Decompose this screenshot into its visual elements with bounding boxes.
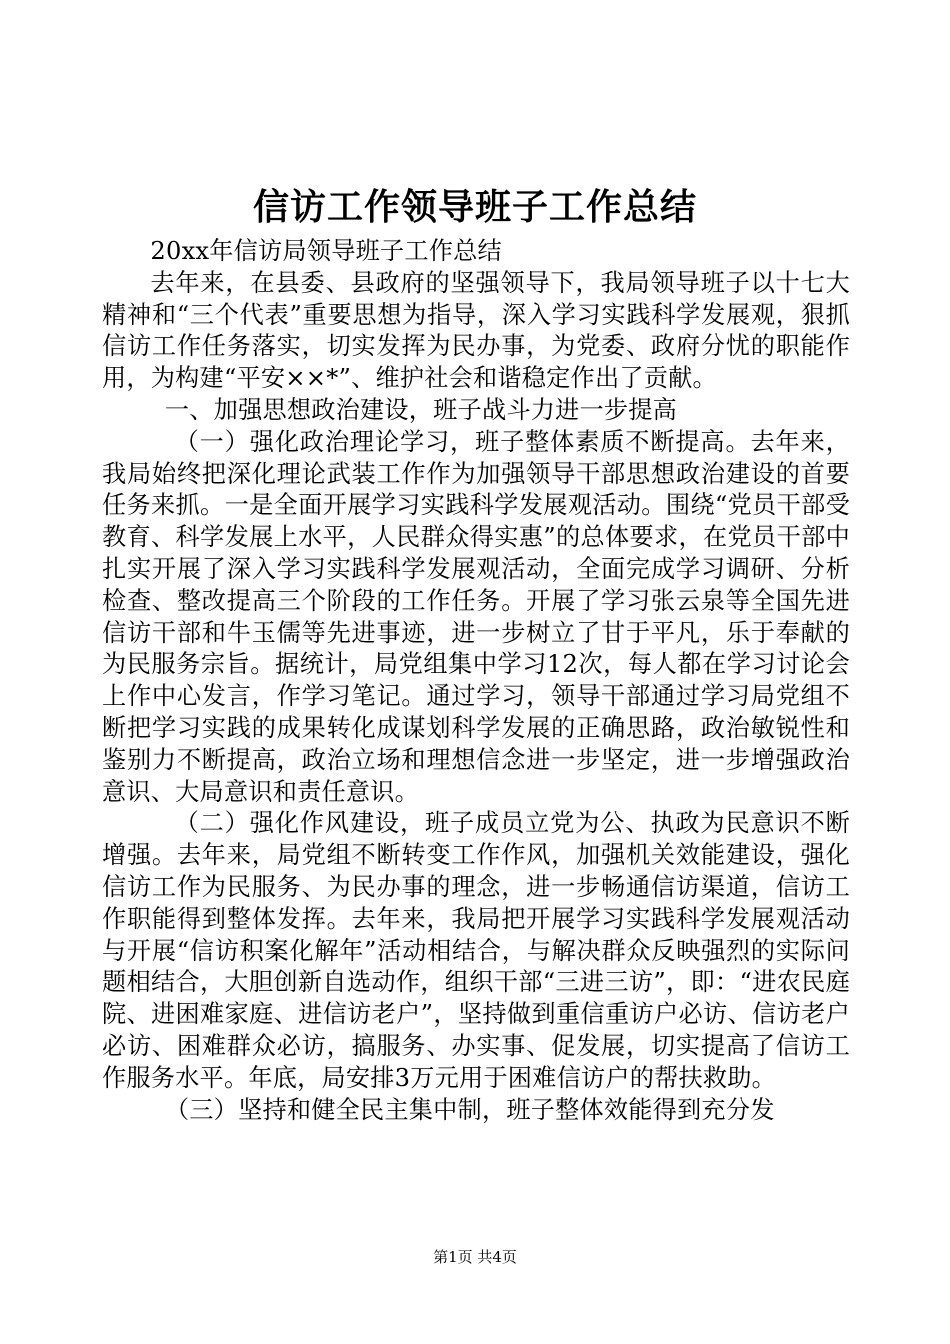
paragraph-part-1: （一）强化政治理论学习，班子整体素质不断提高。去年来，我局始终把深化理论武装工作作为加强领导干部思想政治建设的首要任务来抓。一是全面开展学习实践科学发展观活动。围绕“党员干部受教育、科学发展上水平，人民群众得实惠”的总体要求，在党员干部中扎实开展了深入学习实践科学发展观活动，全面完成学习调研、分析检查、整改提高三个阶段的工作任务。开展了学习张云泉等全国先进信访干部和牛玉儒等先进事迹，进一步树立了甘于平凡，乐于奉献的为民服务宗旨。据统计，局党组集中学习12次，每人都在学习讨论会上作中心发言，作学习笔记。通过学习，领导干部通过学习局党组不断把学习实践的成果转化成谋划科学发展的正确思路，政治敏锐性和鉴别力不断提高，政治立场和理想信念进一步坚定，进一步增强政治意识、大局意识和责任意识。: [102, 427, 850, 806]
doc-subtitle: 20xx年信访局领导班子工作总结: [150, 237, 502, 265]
document-title: 信访工作领导班子工作总结: [252, 187, 697, 228]
intro-paragraph: 去年来，在县委、县政府的坚强领导下，我局领导班子以十七大精神和“三个代表”重要思想为指导，深入学习实践科学发展观，狠抓信访工作任务落实，切实发挥为民办事，为党委、政府分忧的职能作用，为构建“平安××*”、维护社会和谐稳定作出了贡献。: [102, 268, 850, 393]
document-body: [102, 236, 850, 1126]
paragraph-part-3: （三）坚持和健全民主集中制，班子整体效能得到充分发: [164, 1095, 775, 1124]
section-heading: 一、加强思想政治建设，班子战斗力进一步提高: [164, 395, 678, 424]
paragraph-part-2: （二）强化作风建设，班子成员立党为公、执政为民意识不断增强。去年来，局党组不断转变工作作风，加强机关效能建设，强化信访工作为民服务、为民办事的理念，进一步畅通信访渠道，信访工作职能得到整体发挥。去年来，我局把开展学习实践科学发展观活动与开展“信访积案化解年”活动相结合，与解决群众反映强烈的实际问题相结合，大胆创新自选动作，组织干部“三进三访”，即：“进农民庭院、进困难家庭、进信访老户”，坚持做到重信重访户必访、信访老户必访、困难群众必访，搞服务、办实事、促发展，切实提高了信访工作服务水平。年底，局安排3万元用于困难信访户的帮扶救助。: [102, 809, 850, 1092]
page-footer: 第1页 共4页: [433, 1248, 517, 1266]
